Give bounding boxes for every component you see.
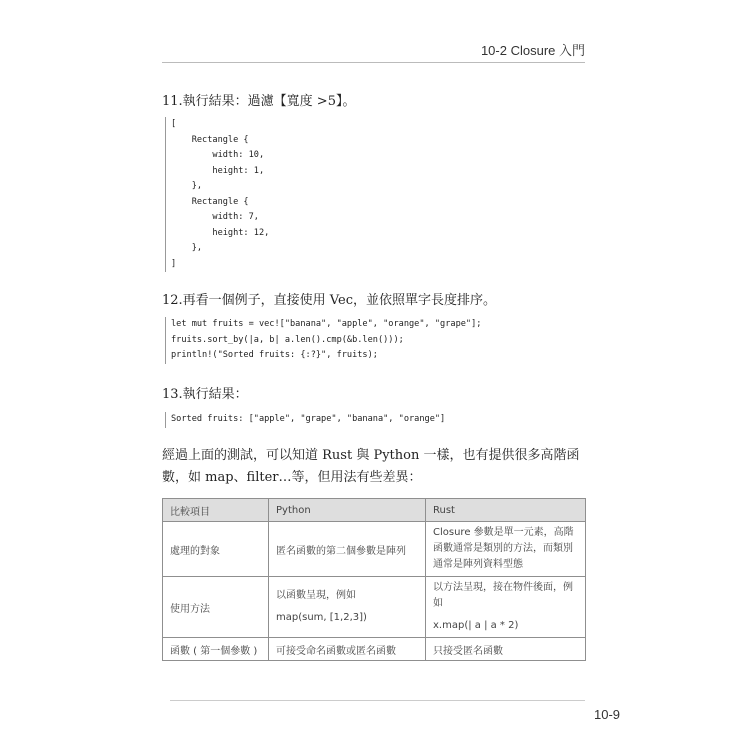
header-rule bbox=[162, 62, 585, 63]
step-11-label: 11.執行結果：過濾【寬度 >5】。 bbox=[162, 94, 356, 109]
code-block-step-11 bbox=[165, 117, 269, 272]
code-line: Rectangle { bbox=[171, 196, 249, 207]
code-line: height: 12, bbox=[171, 227, 270, 238]
rust-usage-text: 以方法呈現，接在物件後面，例如 bbox=[433, 582, 573, 609]
header-cell-rust: Rust bbox=[426, 499, 586, 522]
code-block-step-12 bbox=[165, 317, 481, 364]
python-usage-text: 以函數呈現，例如 bbox=[276, 590, 356, 601]
code-line: [ bbox=[171, 119, 177, 129]
page-number: 10-9 bbox=[594, 707, 621, 722]
code-line: fruits.sort_by(|a, b| a.len().cmp(&b.len())); bbox=[171, 334, 404, 345]
rust-usage-code: x.map(| a | a * 2) bbox=[433, 620, 519, 631]
cell-python bbox=[269, 577, 426, 638]
footer-rule bbox=[170, 700, 585, 701]
table-header-row bbox=[163, 499, 586, 522]
cell-rust: 只接受匿名函數 bbox=[426, 638, 586, 661]
cell-rust: Closure 參數是單一元素，高階函數通常是類別的方法，而類別通常是陣列資料型態 bbox=[426, 522, 586, 577]
table-row bbox=[163, 577, 586, 638]
code-line: println!("Sorted fruits: {:?}", fruits); bbox=[171, 350, 378, 360]
running-header-title: 10-2 Closure 入門 bbox=[480, 43, 585, 58]
cell-item: 函數 ( 第一個參數 ) bbox=[163, 638, 269, 661]
code-line: }, bbox=[171, 243, 203, 253]
code-line: Sorted fruits: ["apple", "grape", "banana", "orange"] bbox=[171, 414, 446, 424]
table-row bbox=[163, 522, 586, 577]
header-cell-item: 比較項目 bbox=[163, 499, 269, 522]
python-usage-code: map(sum, [1,2,3]) bbox=[276, 612, 367, 623]
code-line: width: 10, bbox=[171, 150, 265, 160]
cell-rust bbox=[426, 577, 586, 638]
cell-python: 可接受命名函數或匿名函數 bbox=[269, 638, 426, 661]
code-line: ] bbox=[171, 258, 177, 269]
step-12-label: 12.再看一個例子，直接使用 Vec，並依照單字長度排序。 bbox=[162, 293, 496, 308]
step-13-label: 13.執行結果： bbox=[162, 387, 248, 402]
code-block-step-13 bbox=[165, 412, 445, 428]
code-line: width: 7, bbox=[171, 212, 259, 222]
cell-item: 使用方法 bbox=[163, 577, 269, 638]
code-line: }, bbox=[171, 181, 203, 191]
comparison-table bbox=[162, 498, 586, 661]
comparison-intro-paragraph: 經過上面的測試，可以知道 Rust 與 Python 一樣，也有提供很多高階函數，如 map、filter…等，但用法有些差異： bbox=[162, 448, 580, 485]
code-line: height: 1, bbox=[171, 165, 265, 176]
table-row bbox=[163, 638, 586, 661]
code-line: let mut fruits = vec!["banana", "apple", "orange", "grape"]; bbox=[171, 319, 482, 329]
cell-item: 處理的對象 bbox=[163, 522, 269, 577]
cell-python: 匿名函數的第二個參數是陣列 bbox=[269, 522, 426, 577]
header-cell-python: Python bbox=[269, 499, 426, 522]
code-line: Rectangle { bbox=[171, 134, 249, 145]
